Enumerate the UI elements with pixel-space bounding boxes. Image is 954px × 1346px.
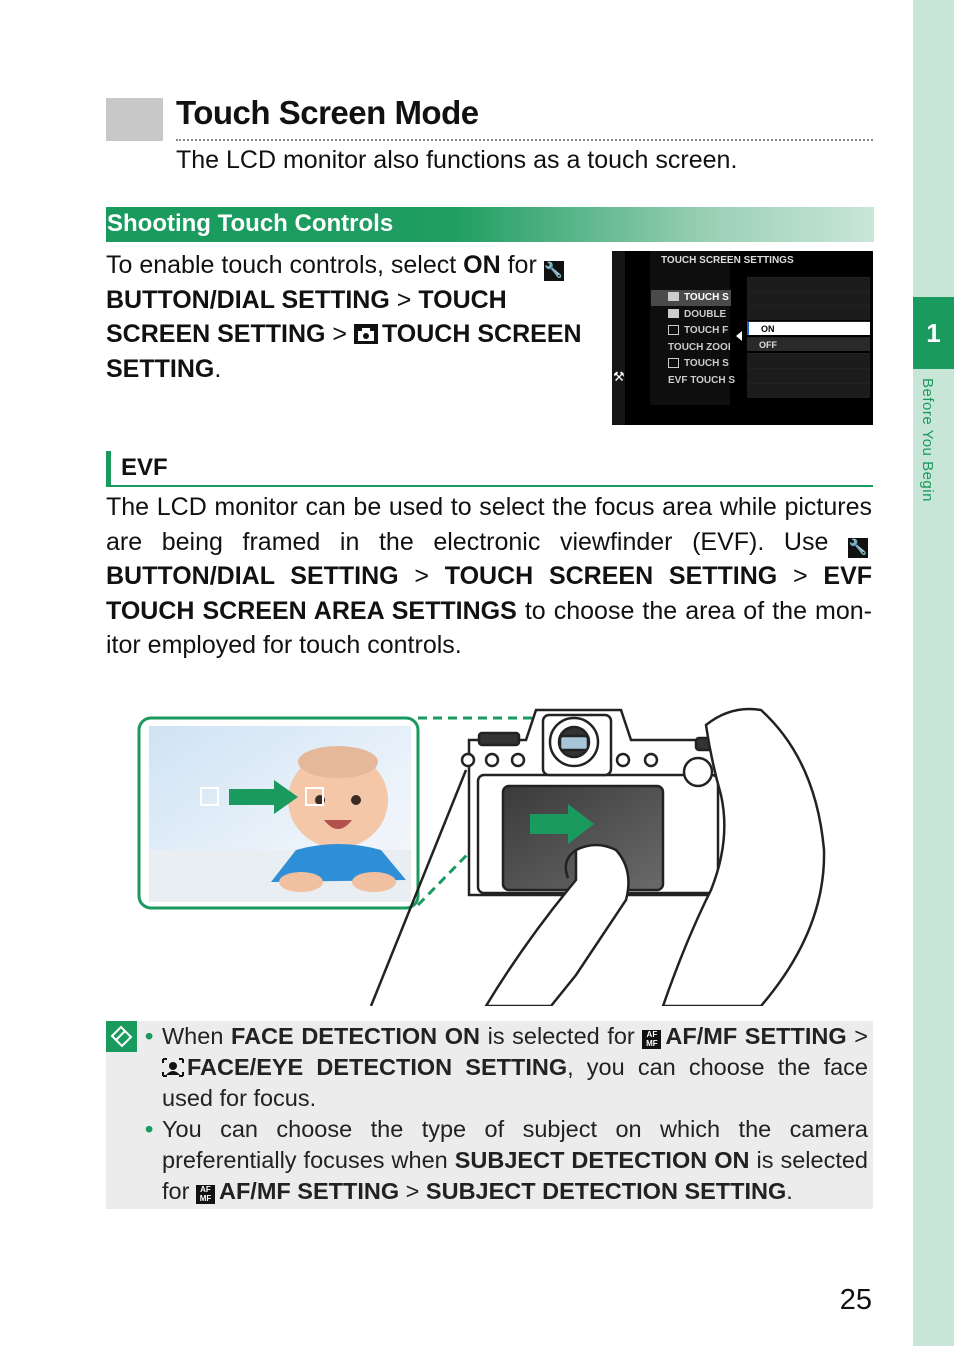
menu-path-2: TOUCH SCREEN SETTING [444,562,778,590]
page-number: 25 [839,1284,872,1316]
menu-item-label: TOUCH ZOOI [668,342,731,353]
menu-item[interactable] [651,323,731,339]
intro-text: The LCD monitor also functions as a touch screen. [176,146,738,174]
touch-controls-paragraph [106,248,586,386]
note-text: is selected for [479,1023,643,1049]
para-text: to choose the area of the monitor employed for touch controls. [106,596,872,659]
path-separator: > [389,285,419,314]
path-separator: > [777,562,824,590]
playback-icon [668,358,679,368]
option-on[interactable]: ON [747,321,870,335]
path-separator: > [325,320,354,348]
path-separator: > [846,1023,868,1049]
wrench-icon: ⚒ [613,369,625,384]
note-item [145,1021,868,1114]
menu-header: TOUCH SCREEN SETTINGS [661,255,794,266]
menu-item[interactable] [651,373,748,389]
option-row [747,291,870,306]
menu-item-label: DOUBLE [684,309,727,320]
note-item [145,1114,868,1207]
menu-path-1: BUTTON/DIAL SETTING [106,562,399,590]
menu-path-3: EVF TOUCH SCREEN AREA SETTINGS [106,562,873,625]
section-title: Shooting Touch Controls [107,210,394,237]
note-text: When [162,1023,232,1049]
option-pointer-icon [736,331,742,341]
menu-path-3: TOUCH SCREEN SETTING [106,320,582,383]
option-row [747,305,870,320]
note-term: SUBJECT DETECTION SETTING [425,1178,787,1204]
chapter-side-tab [913,0,954,1346]
menu-item-label: TOUCH S [684,292,729,303]
af-mf-icon: AF MF [196,1185,215,1204]
viewfinder-view [139,718,418,908]
chapter-number[interactable]: 1 [913,297,954,369]
heading-marker [106,98,163,141]
menu-tab-strip [612,251,625,425]
face-detection-icon [162,1058,184,1077]
menu-item[interactable] [651,290,731,306]
menu-path-2: TOUCH SCREEN SETTING [106,285,507,348]
evf-touch-illustration [106,700,873,1006]
path-separator: > [398,562,445,590]
path-separator: > [399,1178,426,1204]
bullet: • [145,1116,154,1142]
camera-icon [354,324,378,344]
evf-divider [106,485,873,487]
para-text: . [214,354,222,383]
movie-icon [668,325,679,335]
on-option-term: ON [463,251,501,279]
note-text: . [786,1178,793,1204]
para-text: The LCD monitor can be used to select the focus area while pictures are being framed in the electronic viewfinder (EVF). Use [106,493,872,556]
camera-icon [668,292,679,301]
option-off[interactable]: OFF [747,337,870,351]
camera-icon [668,309,679,318]
title-divider [176,139,873,141]
notes-list [145,1021,868,1207]
wrench-icon: 🔧 [544,262,564,279]
bullet: • [145,1023,154,1049]
note-term: AF/MF SETTING [665,1023,847,1049]
option-row [747,353,870,368]
chapter-label: Before You Begin [919,378,936,502]
evf-title: EVF [121,454,168,481]
menu-item-label: TOUCH S [684,358,729,369]
para-text: for [500,251,544,279]
note-text: , you can choose the face used for focus. [162,1054,868,1111]
menu-item-label: EVF TOUCH S [668,375,736,386]
option-row [747,277,870,292]
touch-screen-settings-menu [612,251,873,425]
note-term: FACE/EYE DETECTION SETTING [187,1054,568,1080]
menu-item[interactable] [651,307,731,323]
menu-item-label: TOUCH F [684,325,729,336]
option-row [747,383,870,398]
para-text: To enable touch controls, select [106,251,464,279]
evf-paragraph [106,490,872,663]
evf-marker [106,451,111,485]
page-title: Touch Screen Mode [176,94,479,131]
note-term: SUBJECT DETECTION ON [454,1147,750,1173]
note-icon [106,1021,137,1052]
af-mf-icon: AF MF [642,1030,661,1049]
menu-item[interactable] [651,356,731,372]
note-text: You can choose the type of subject on which the camera preferentially focuses when [162,1116,868,1173]
note-term: AF/MF SETTING [218,1178,400,1204]
note-term: FACE DETECTION ON [231,1023,480,1049]
note-text: is selected for [162,1147,868,1204]
wrench-icon: 🔧 [848,538,868,556]
option-row [747,368,870,383]
menu-path-1: BUTTON/DIAL SETTING [106,285,390,314]
menu-item[interactable] [651,340,748,356]
